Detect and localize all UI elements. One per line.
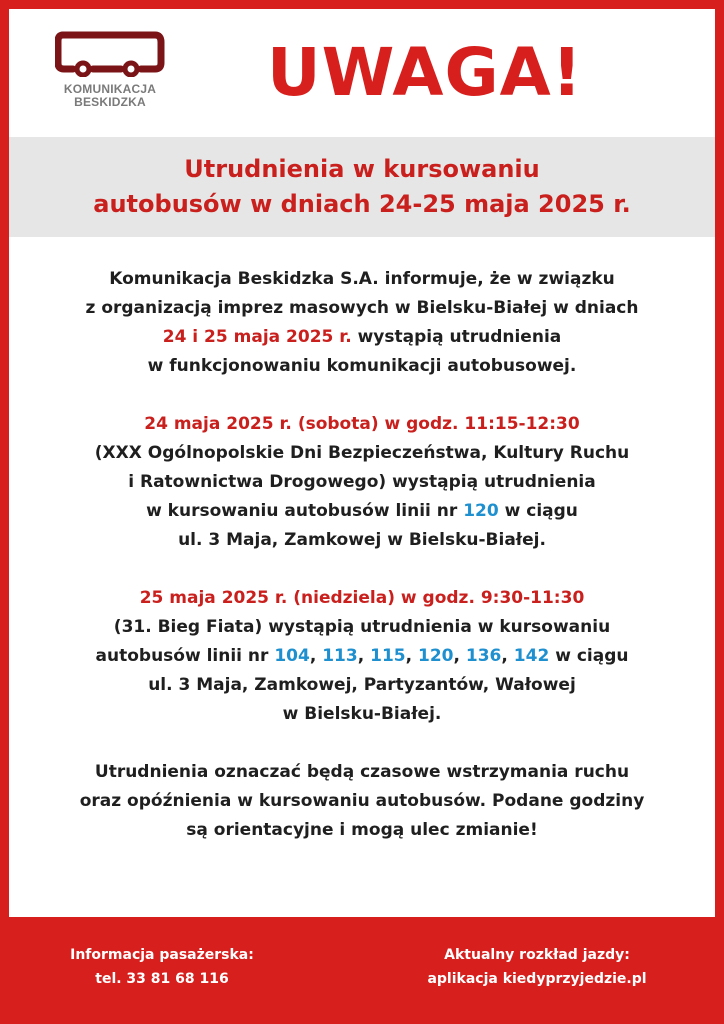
banner-line-2: autobusów w dniach 24-25 maja 2025 r. [93,190,631,218]
event-1-line-1: (XXX Ogólnopolskie Dni Bezpieczeństwa, Kultury Ruchu [94,443,630,463]
event-2-line-1: (31. Bieg Fiata) wystąpią utrudnienia w kursowaniu [113,617,611,637]
timetable-app-link[interactable]: aplikacja kiedyprzyjedzie.pl [427,971,647,987]
timetable-info [392,943,682,991]
event-1-line-3-pre: w kursowaniu autobusów linii nr [146,501,464,521]
closing-line-3: są orientacyjne i mogą ulec zmianie! [186,820,538,840]
event-1-line-2: i Ratownictwa Drogowego) wystąpią utrudnienia [128,472,596,492]
intro-dates: 24 i 25 maja 2025 r. [162,327,352,347]
footer-bar [0,917,724,1024]
page-title: UWAGA! [267,34,583,111]
bus-line-number: 142 [513,646,550,666]
logo-line-2: BESKIDZKA [74,95,146,109]
event-2-line-2-pre: autobusów linii nr [95,646,275,666]
event-1-line-3-post: w ciągu [498,501,578,521]
bus-line-number: 113 [322,646,358,666]
intro-line-1: Komunikacja Beskidzka S.A. informuje, że w związku [109,269,615,289]
intro-paragraph [9,265,715,381]
closing-paragraph [9,758,715,845]
closing-line-2: oraz opóźnienia w kursowaniu autobusów. Podane godziny [79,791,645,811]
line-separator: , [501,646,514,666]
notice-body [9,265,715,874]
bus-line-number: 136 [465,646,502,666]
event-1-paragraph [9,410,715,555]
event-2-heading: 25 maja 2025 r. (niedziela) w godz. 9:30-11:30 [139,588,585,608]
subtitle-banner [9,137,715,237]
banner-line-1: Utrudnienia w kursowaniu [184,155,540,183]
line-separator: , [453,646,466,666]
event-2-line-4: w Bielsku-Białej. [282,704,442,724]
event-2-line-2 [9,642,715,671]
event-2-line-2-post: w ciągu [549,646,629,666]
line-separator: , [357,646,371,666]
passenger-info-label: Informacja pasażerska: [70,947,254,963]
event-2-paragraph [9,584,715,729]
intro-line-3 [9,323,715,352]
bus-line-number: 104 [274,646,310,666]
passenger-info-phone[interactable]: tel. 33 81 68 116 [95,971,229,987]
logo-line-1: KOMUNIKACJA [63,82,157,96]
bus-line-number: 120 [463,501,499,521]
intro-line-4: w funkcjonowaniu komunikacji autobusowej. [147,356,577,376]
bus-outline-icon [55,29,167,77]
timetable-label: Aktualny rozkład jazdy: [444,947,630,963]
event-1-heading: 24 maja 2025 r. (sobota) w godz. 11:15-12:30 [144,414,580,434]
intro-line-3-rest: wystąpią utrudnienia [351,327,562,347]
bus-line-number: 115 [370,646,406,666]
closing-line-1: Utrudnienia oznaczać będą czasowe wstrzymania ruchu [94,762,630,782]
line-separator: , [309,646,323,666]
line-separator: , [405,646,418,666]
event-2-line-3: ul. 3 Maja, Zamkowej, Partyzantów, Wałowej [148,675,576,695]
intro-line-2: z organizacją imprez masowych w Bielsku-Białej w dniach [85,298,639,318]
company-logo [51,29,181,109]
bus-line-number: 120 [418,646,454,666]
passenger-info [52,943,272,991]
event-1-line-4: ul. 3 Maja, Zamkowej w Bielsku-Białej. [178,530,546,550]
event-1-line-3 [9,497,715,526]
